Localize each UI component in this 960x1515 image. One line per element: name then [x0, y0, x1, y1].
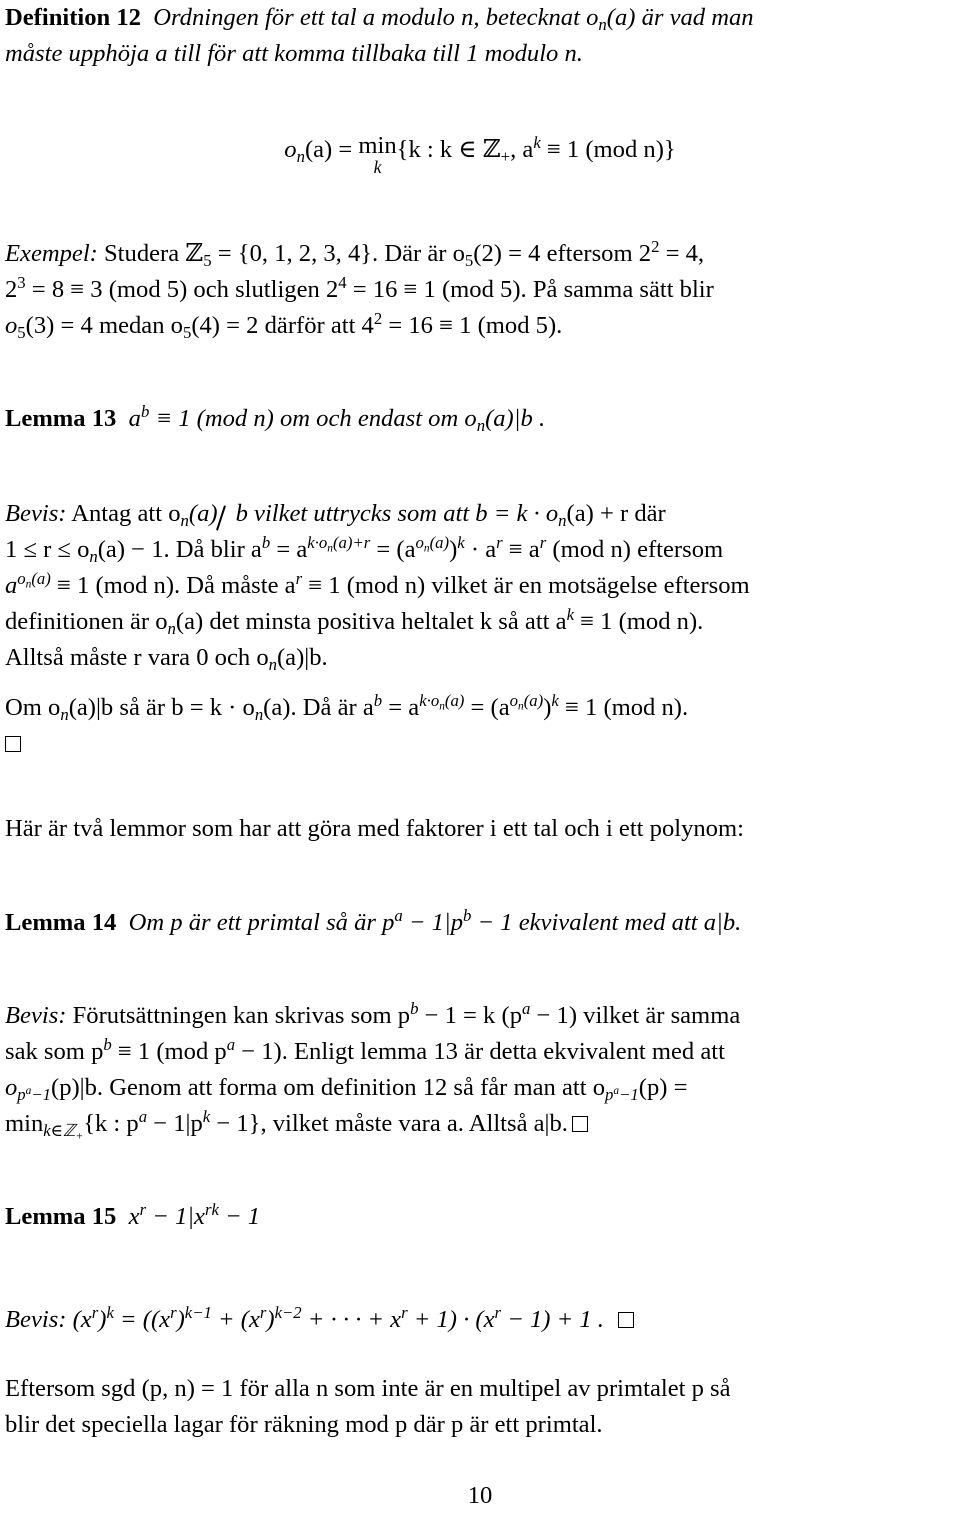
sup-k: k: [457, 532, 465, 552]
lemma-text: ≡ 1 (mod n) om och endast om o: [149, 405, 477, 432]
closing-text: Eftersom sgd (p, n) = 1 för alla n som inte är en multipel av primtalet p så: [5, 1375, 731, 1402]
min-subscript: k: [373, 157, 382, 177]
sup-k: k: [202, 1106, 211, 1126]
sup-k: k: [551, 690, 559, 710]
example-text: = 8 ≡ 3 (mod 5) och slutligen 2: [25, 276, 339, 303]
min-label: min: [358, 132, 397, 159]
proof-text: ): [176, 1306, 185, 1333]
proof-text: sak som p: [5, 1038, 104, 1065]
lemma-text: − 1|p: [402, 909, 464, 936]
sup-a: a: [226, 1034, 236, 1054]
sup-r: r: [91, 1302, 99, 1322]
proof-text: (a): [188, 500, 218, 527]
proof-text: (a)|b så är b = k · o: [68, 694, 255, 721]
proof-text: − 1) + 1 .: [501, 1306, 604, 1333]
sub-5: 5: [17, 323, 26, 343]
lemma-heading: Lemma 15: [5, 1203, 117, 1230]
sup-tail: (a): [429, 532, 450, 552]
example-text: = 16 ≡ 1 (mod 5). På samma sätt blir: [346, 276, 714, 303]
sub-plus: +: [500, 147, 511, 167]
proof-text: = a: [270, 536, 308, 563]
sup-a: a: [138, 1106, 148, 1126]
example-text: o: [5, 312, 18, 339]
sub-p: p: [17, 1085, 26, 1105]
proof-label: Bevis:: [5, 1306, 67, 1333]
sup-tail: (a)+r: [332, 532, 371, 552]
sup-r: r: [259, 1302, 267, 1322]
proof-text: (mod n) eftersom: [546, 536, 724, 563]
proof-text: + · · · + x: [301, 1306, 402, 1333]
proof-text: ≡ 1 (mod p: [111, 1038, 227, 1065]
closing-paragraph: [5, 1371, 955, 1443]
proof-label: Bevis:: [5, 500, 67, 527]
proof-text: (x: [66, 1306, 92, 1333]
example-text: (2) = 4 eftersom 2: [473, 240, 652, 267]
proof-text: Förutsättningen kan skrivas som p: [66, 1002, 411, 1029]
proof-text: ≡ 1 (mod n) vilket är en motsägelse eftersom: [302, 572, 750, 599]
min-operator: [358, 132, 397, 177]
sup-a: a: [394, 905, 403, 925]
example-text: (4) = 2 därför att 4: [191, 312, 374, 339]
qed-symbol: [572, 1116, 588, 1132]
sup-3: 3: [17, 272, 26, 292]
sub-tail: −1: [619, 1085, 639, 1105]
sub-n: n: [167, 619, 176, 639]
sub-n: n: [296, 147, 305, 167]
proof-14: [5, 998, 955, 1142]
sub-n: n: [476, 416, 486, 436]
qed-symbol: [618, 1312, 634, 1328]
example-label: Exempel:: [5, 240, 98, 267]
definition-heading: Definition 12: [5, 4, 141, 31]
proof-text: 1 ≤ r ≤ o: [5, 536, 90, 563]
proof-text: = (a: [464, 694, 510, 721]
proof-text: ): [543, 694, 552, 721]
sup-b: b: [373, 690, 383, 710]
proof-text: o: [5, 1074, 18, 1101]
sup-o: o: [509, 690, 519, 710]
proof-text: − 1}, vilket måste vara a. Alltså a|b.: [210, 1110, 568, 1137]
proof-text: ≡ 1 (mod n). Då måste a: [50, 572, 296, 599]
proof-text: − 1 = k (p: [418, 1002, 522, 1029]
lemma-14: [5, 905, 955, 941]
example-text: = {0, 1, 2, 3, 4}. Där är o: [211, 240, 465, 267]
proof-text: − 1). Enligt lemma 13 är detta ekvivalent med att: [235, 1038, 725, 1065]
lemma-heading: Lemma 13: [5, 405, 117, 432]
lemma-15: [5, 1199, 955, 1235]
sup-b: b: [140, 401, 150, 421]
sup-2: 2: [373, 308, 383, 328]
proof-text: − 1|p: [147, 1110, 203, 1137]
definition-12: [5, 0, 955, 72]
sub-k-in-z: k∈ℤ: [43, 1121, 76, 1141]
lemma-13: [5, 401, 955, 437]
proof-text: ): [98, 1306, 107, 1333]
sub-tail: −1: [31, 1085, 51, 1105]
example-text: (3) = 4 medan o: [25, 312, 183, 339]
proof-text: b vilket uttrycks som att b = k · o: [235, 500, 559, 527]
sup-r: r: [170, 1302, 177, 1322]
sub-n: n: [598, 15, 607, 35]
proof-text: ≡ 1 (mod n).: [558, 694, 689, 721]
proof-text: a: [5, 572, 18, 599]
sup-2: 2: [651, 236, 660, 256]
sup-k: k: [533, 132, 541, 152]
example-paragraph: [5, 236, 955, 344]
proof-text: ≡ a: [502, 536, 540, 563]
proof-text: Om o: [5, 694, 61, 721]
example-text: 2: [5, 276, 18, 303]
sub-n: n: [180, 511, 189, 531]
sup-k: k: [566, 604, 574, 624]
sub-n: n: [89, 547, 98, 567]
sup-a: a: [522, 998, 531, 1018]
proof-text: (a) det minsta positiva heltalet k så att a: [175, 608, 567, 635]
sub-n: n: [439, 700, 445, 713]
definition-text: måste upphöja a till för att komma tillbaka till 1 modulo n.: [5, 40, 583, 67]
sup-b: b: [463, 905, 472, 925]
sup-b: b: [410, 998, 419, 1018]
sup-a: a: [25, 1084, 32, 1097]
lemma-text: Om p är ett primtal så är p: [128, 909, 395, 936]
proof-text: (p) =: [638, 1074, 688, 1101]
sup-tail: (a): [523, 690, 544, 710]
proof-text: ≡ 1 (mod n).: [573, 608, 704, 635]
proof-label: Bevis:: [5, 1002, 67, 1029]
order-formula: [5, 132, 955, 177]
sup-b: b: [261, 532, 271, 552]
proof-15: [5, 1302, 955, 1338]
sup-k-2: k−2: [274, 1302, 302, 1322]
intro-paragraph: [5, 811, 955, 847]
sup-tail: (a): [444, 690, 465, 710]
sup-r: r: [295, 568, 303, 588]
lemma-text: − 1: [218, 1203, 261, 1230]
formula-o: o: [284, 136, 297, 163]
sup-a: a: [613, 1084, 620, 1097]
sub-plus: +: [75, 1130, 84, 1143]
sub-p: p: [605, 1085, 614, 1105]
sub-n: n: [60, 705, 69, 725]
example-text: = 16 ≡ 1 (mod 5).: [382, 312, 563, 339]
proof-text: min: [5, 1110, 44, 1137]
closing-text: blir det speciella lagar för räkning mod p där p är ett primtal.: [5, 1411, 603, 1438]
proof-text: {k : p: [83, 1110, 139, 1137]
sub-n: n: [558, 511, 567, 531]
lemma-text: (a)|b .: [485, 405, 546, 432]
definition-text: Ordningen för ett tal a modulo n, betecknat o: [153, 4, 599, 31]
sub-n: n: [25, 578, 32, 591]
proof-13: [5, 496, 955, 762]
proof-text: + 1) · (x: [407, 1306, 495, 1333]
sub-n: n: [423, 542, 430, 555]
proof-text: = (a: [370, 536, 416, 563]
proof-text: − 1) vilket är samma: [530, 1002, 741, 1029]
proof-text: Alltså måste r vara 0 och o: [5, 644, 269, 671]
proof-text: ): [266, 1306, 275, 1333]
sup-r: r: [496, 532, 503, 552]
sup-k: k: [106, 1302, 114, 1322]
lemma-text: x: [128, 1203, 140, 1230]
qed-symbol: [5, 736, 21, 752]
sup-k-1: k−1: [184, 1302, 212, 1322]
sup-r: r: [494, 1302, 502, 1322]
sup-o: o: [17, 568, 26, 588]
proof-text: · a: [464, 536, 497, 563]
sup-r: r: [539, 532, 547, 552]
sup-b: b: [103, 1034, 112, 1054]
sup-k-o: k·o: [419, 690, 440, 710]
proof-text: = a: [382, 694, 420, 721]
proof-text: Antag att o: [66, 500, 181, 527]
formula-text: {k : k ∈ ℤ: [396, 136, 501, 163]
sub-n: n: [327, 542, 333, 555]
sup-rk: rk: [204, 1199, 219, 1219]
formula-text: (a) =: [304, 136, 359, 163]
sup-k-o: k·o: [307, 532, 328, 552]
formula-text: , a: [510, 136, 534, 163]
sup-4: 4: [338, 272, 347, 292]
sup-o: o: [415, 532, 424, 552]
proof-text: = ((x: [113, 1306, 171, 1333]
proof-text: (a) − 1. Då blir a: [97, 536, 262, 563]
proof-text: (p)|b. Genom att forma om definition 12 så får man att o: [51, 1074, 606, 1101]
proof-text: ): [449, 536, 458, 563]
lemma-text: − 1 ekvivalent med att a|b.: [471, 909, 742, 936]
sup-tail: (a): [31, 568, 51, 588]
lemma-text: a: [128, 405, 141, 432]
proof-text: + (x: [211, 1306, 260, 1333]
definition-text: (a) är vad man: [606, 4, 754, 31]
example-text: = 4,: [659, 240, 705, 267]
page-number: 10: [467, 1482, 493, 1509]
lemma-heading: Lemma 14: [5, 909, 117, 936]
sub-5: 5: [182, 323, 192, 343]
proof-text: (a) + r där: [566, 500, 666, 527]
lemma-text: − 1|x: [146, 1203, 205, 1230]
sub-5: 5: [464, 251, 474, 271]
sub-n: n: [254, 705, 264, 725]
sup-r: r: [401, 1302, 408, 1322]
proof-text: definitionen är o: [5, 608, 168, 635]
sup-r: r: [139, 1199, 147, 1219]
example-text: Studera ℤ: [97, 240, 204, 267]
sub-5: 5: [203, 251, 212, 271]
intro-text: Här är två lemmor som har att göra med faktorer i ett tal och i ett polynom:: [5, 815, 744, 842]
sub-n: n: [518, 700, 524, 713]
proof-text: (a). Då är a: [263, 694, 374, 721]
sub-n: n: [268, 655, 277, 675]
formula-text: ≡ 1 (mod n)}: [540, 136, 676, 163]
proof-text: (a)|b.: [276, 644, 328, 671]
